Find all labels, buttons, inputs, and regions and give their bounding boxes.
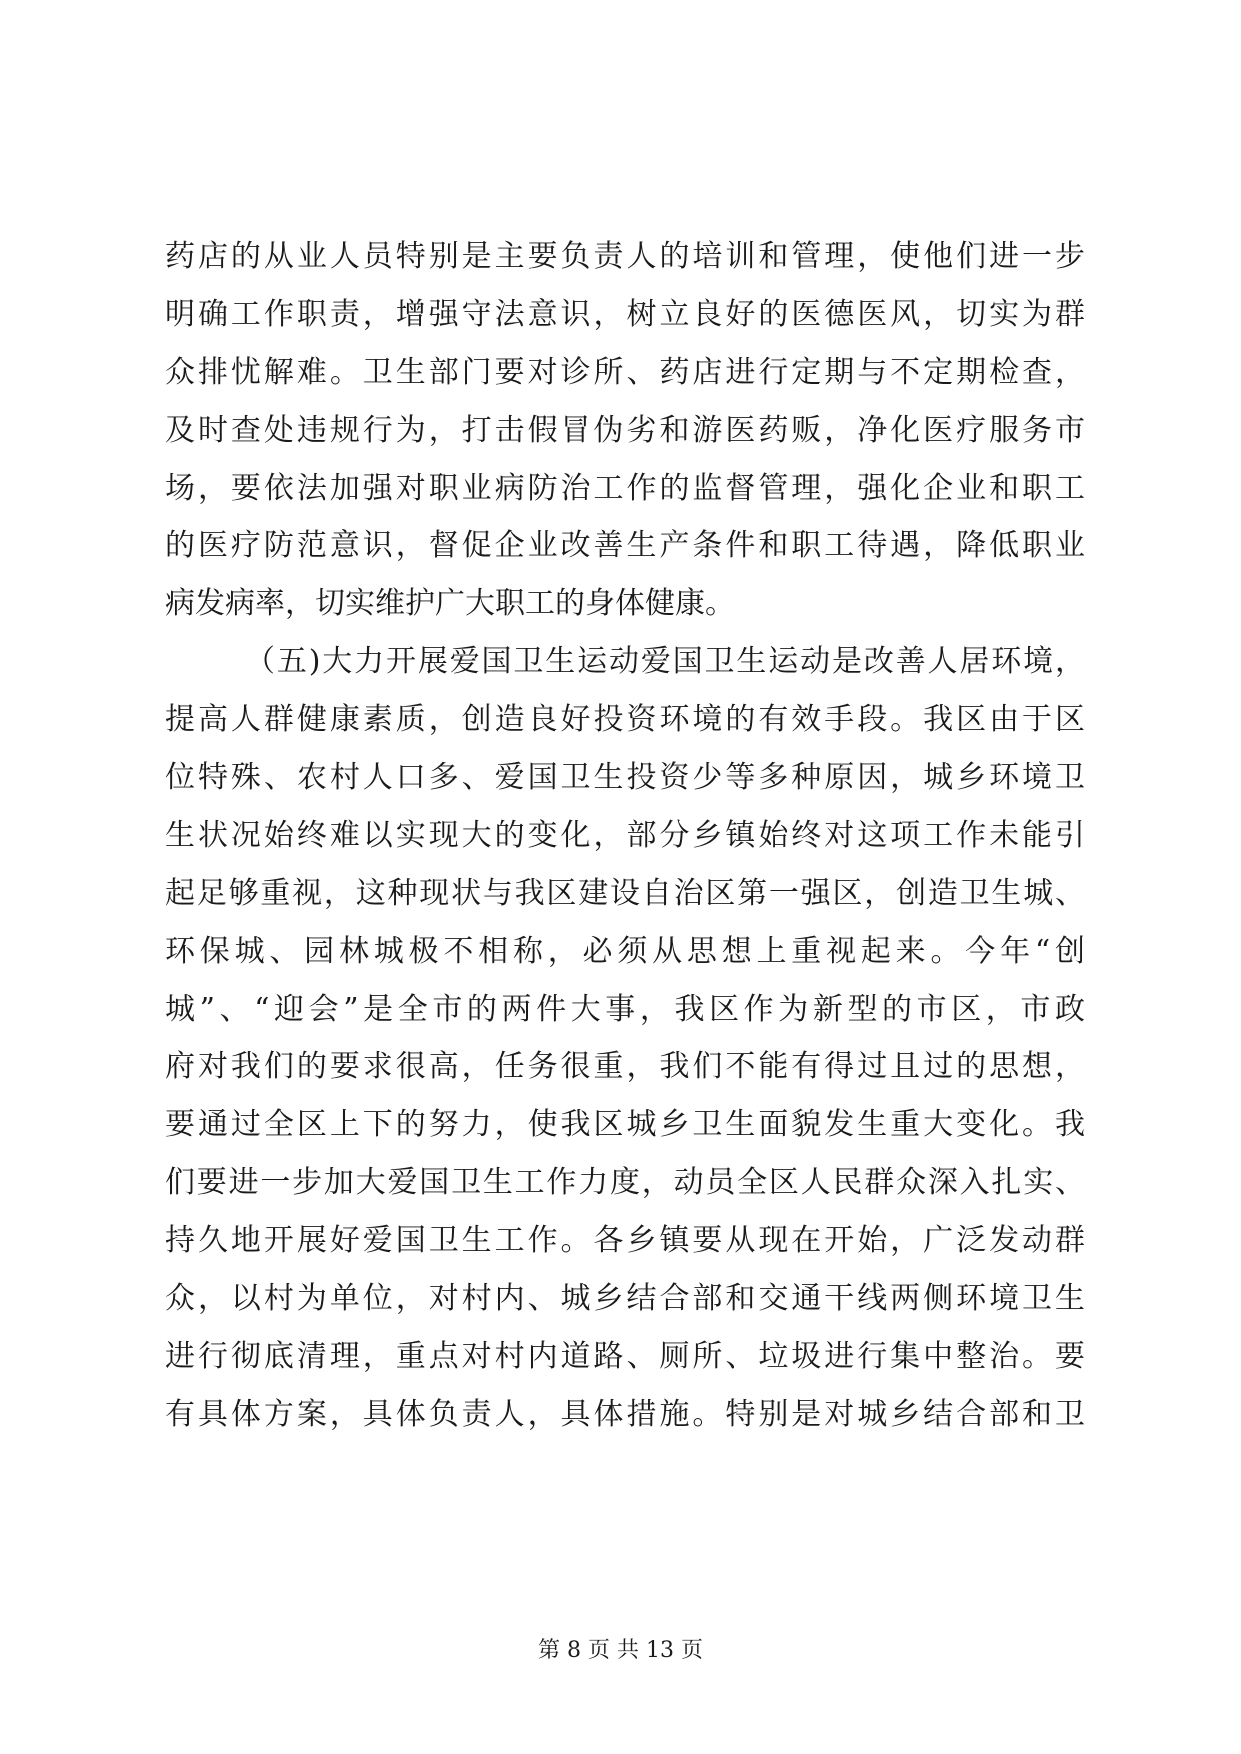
text-line: 们要进一步加大爱国卫生工作力度，动员全区人民群众深入扎实、 — [165, 1165, 1085, 1201]
text-line: 要通过全区上下的努力，使我区城乡卫生面貌发生重大变化。我 — [165, 1107, 1085, 1143]
text-line: 府对我们的要求很高，任务很重，我们不能有得过且过的思想， — [165, 1049, 1085, 1085]
text-line: 众排忧解难。卫生部门要对诊所、药店进行定期与不定期检查， — [165, 354, 1085, 390]
text-line: 众，以村为单位，对村内、城乡结合部和交通干线两侧环境卫生 — [165, 1281, 1085, 1317]
text-line: 场，要依法加强对职业病防治工作的监督管理，强化企业和职工 — [165, 470, 1085, 506]
document-body — [165, 228, 1085, 1502]
text-line: 生状况始终难以实现大的变化，部分乡镇始终对这项工作未能引 — [165, 817, 1085, 853]
paragraph-first-line: （五)大力开展爱国卫生运动爱国卫生运动是改善人居环境， — [245, 644, 1085, 680]
text-line: 明确工作职责，增强守法意识，树立良好的医德医风，切实为群 — [165, 296, 1085, 332]
text-line: 提高人群健康素质，创造良好投资环境的有效手段。我区由于区 — [165, 702, 1085, 738]
text-line: 持久地开展好爱国卫生工作。各乡镇要从现在开始，广泛发动群 — [165, 1223, 1085, 1259]
text-line: 的医疗防范意识，督促企业改善生产条件和职工待遇，降低职业 — [165, 528, 1085, 564]
text-line: 环保城、园林城极不相称，必须从思想上重视起来。今年“创 — [165, 933, 1085, 969]
text-line: 位特殊、农村人口多、爱国卫生投资少等多种原因，城乡环境卫 — [165, 760, 1085, 796]
text-line: 药店的从业人员特别是主要负责人的培训和管理，使他们进一步 — [165, 239, 1085, 274]
text-line: 有具体方案，具体负责人，具体措施。特别是对城乡结合部和卫 — [165, 1396, 1085, 1432]
text-line: 及时查处违规行为，打击假冒伪劣和游医药贩，净化医疗服务市 — [165, 412, 1085, 448]
page-number-footer: 第 8 页 共 13 页 — [538, 1638, 703, 1663]
text-line: 起足够重视，这种现状与我区建设自治区第一强区，创造卫生城、 — [165, 875, 1085, 911]
text-line: 城”、“迎会”是全市的两件大事，我区作为新型的市区，市政 — [165, 991, 1085, 1027]
text-line: 进行彻底清理，重点对村内道路、厕所、垃圾进行集中整治。要 — [165, 1338, 1085, 1374]
text-line — [165, 1444, 1085, 1502]
text-line: 病发病率，切实维护广大职工的身体健康。 — [165, 586, 735, 622]
